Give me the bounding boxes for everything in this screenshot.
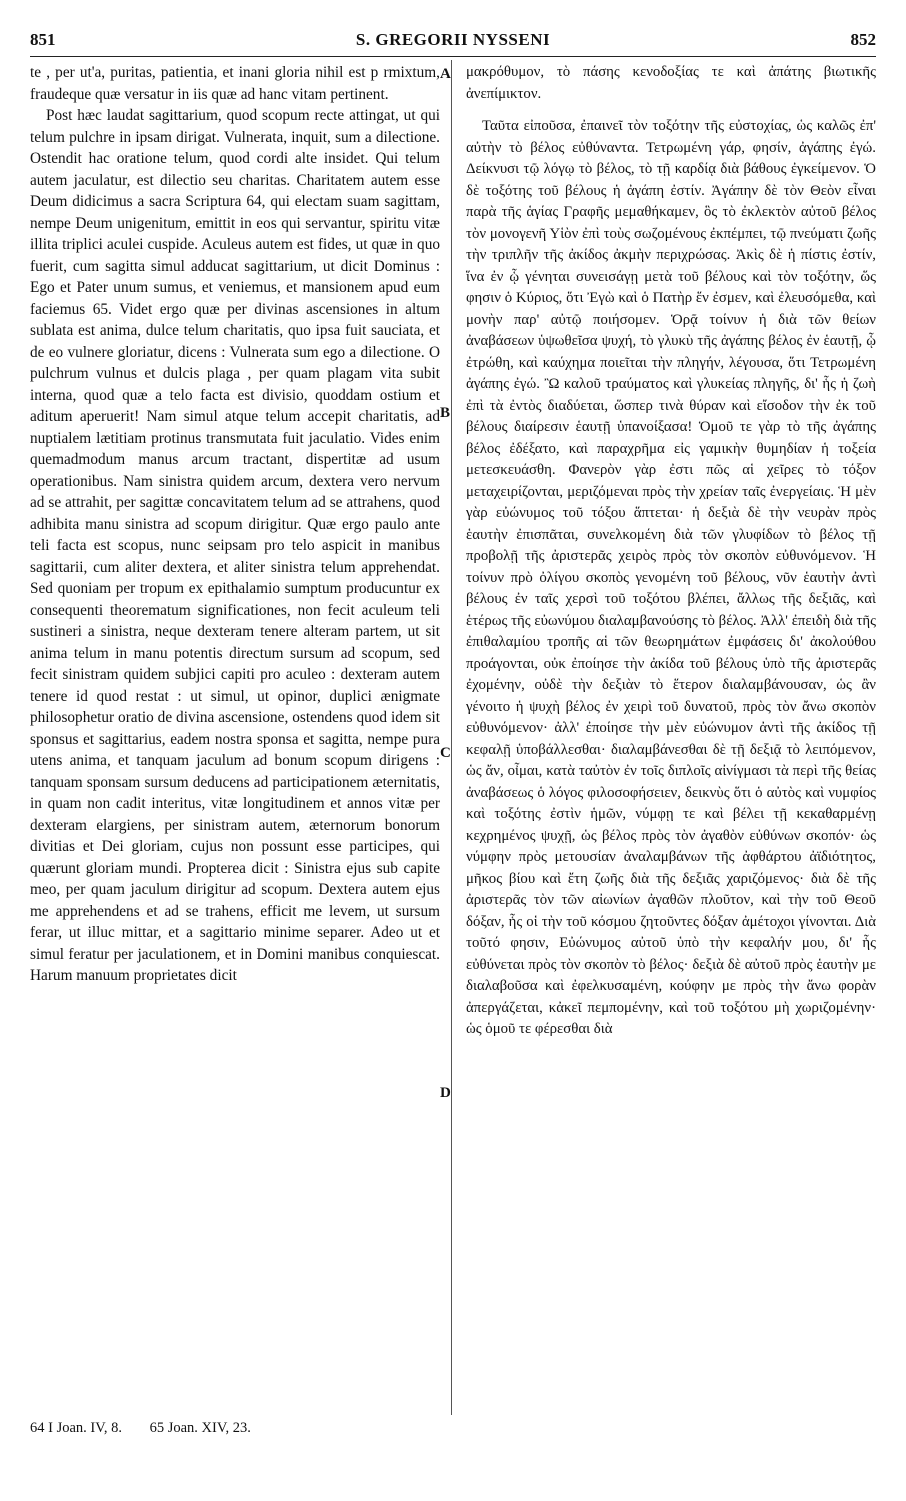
- margin-marker-b: B: [440, 405, 451, 421]
- margin-marker-c: C: [440, 745, 451, 761]
- margin-marker-d: D: [440, 1085, 451, 1101]
- latin-column: [30, 62, 440, 987]
- page-number-left: 851: [30, 30, 56, 49]
- greek-column: [466, 62, 876, 1041]
- footnote-64: 64 I Joan. IV, 8.: [30, 1420, 122, 1436]
- page-number-right: 852: [850, 30, 876, 49]
- latin-paragraph-2: Post hæc laudat sagittarium, quod scopum recte attingat, ut qui telum pulchre in ipsam dirigat. Vulnerata, inquit, sum a dilectione. Ostendit hac oratione telum, quod cordi alte insidet. Qui telum autem jaculatur, est dilectio seu charitas. Charitatem autem esse Deum didicimus a sacra Scriptura 64, qui electam suam sagittam, nempe Deum unigenitum, emittit in eos qui servantur, spiritu vitæ illita triplici aculei cuspide. Aculeus autem est fides, ut quæ in quo fuerit, cum sagitta simul adducat sagittarium, ut dicit Dominus : Ego et Pater unum sumus, et veniemus, et mansionem apud eum faciemus 65. Videt ergo quæ per divinas ascensiones in altum sublata est anima, dulce telum charitatis, quo ipsa fuit sauciata, et de eo vulnere gloriatur, dicens : Vulnerata sum ego a dilectione. O pulchrum vulnus et dulcis plaga , per quam plagam vita subit interna, quod quæ a telo facta est divisio, quoddam ostium et aditum aperuerit! Nam simul atque telum accepit charitatis, ad nuptialem lætitiam protinus transmutata fuit jaculatio. Vides enim quemadmodum manus arcum tractant, dispertitæ ad usum operationibus. Nam sinistra quidem arcum, dextera vero nervum ad se attrahit, per sagittæ concavitatem telum ad se attrahens, quod adhibita manu sinistra ad scopum dirigitur. Quæ ergo paulo ante teli facta est scopus, nunc seipsam pro telo aspicit in manibus sagittarii, cum aliter dextera, et aliter sinistra telum apprehendat. Sed quoniam per tropum ex epithalamio sumptum producuntur ex consequenti theorematum significationes, non fecit aculeum teli sustineri a sinistra, neque dexteram tenere alteram partem, ut sit anima telum in manu potentis directum sursum ad scopum, sed fecit sinistram quidem subjici capiti pro aculeo : dexteram autem tenere id quod restat : ut simul, ut opinor, duplici ænigmate philosophetur oratio de divina ascensione, ostendens quod idem sit sponsus et sagittarius, eadem nostra sponsa et sagitta, nempe pura utens anima, et tanquam jaculum ad bonum scopum dirigens : tanquam sponsam sursum deducens ad participationem æternitatis, in quam non cadit interitus, vitæ longitudinem et annos vitæ per dexteram elargiens, per sinistram autem, æternorum bonorum divitias et Dei gloriam, cujus non possunt esse participes, qui quærunt gloriam mundi. Propterea dicit : Sinistra ejus sub capite meo, per quam jaculum dirigitur ad scopum. Dextera autem ejus me apprehendens et ad se trahens, efficit me levem, ut sursum ferar, ut illuc mittar, et a sagittario minime separer. Adeo ut et simul feratur per jaculationem, et in Domini manibus conquiescat. Harum manuum proprietates dicit: [30, 107, 440, 984]
- running-title: S. GREGORII NYSSENI: [355, 30, 551, 49]
- greek-paragraph-2: Ταῦτα εἰποῦσα, ἐπαινεῖ τὸν τοξότην τῆς εὐστοχίας, ὡς καλῶς ἐπ' αὐτὴν τὸ βέλος εὐθύναντα. Τετρωμένη γάρ, φησίν, ἀγάπης ἐγώ. Δείκνυσι τῷ λόγῳ τὸ βέλος, τὸ τῇ καρδίᾳ διὰ βάθους ἐγκείμενον. Ὁ δὲ τοξότης τοῦ βέλους ἡ ἀγάπη ἐστίν. Ἀγάπην δὲ τὸν Θεὸν εἶναι παρὰ τῆς ἁγίας Γραφῆς μεμαθήκαμεν, ὃς τὸ ἐκλεκτὸν αὐτοῦ βέλος τὸν μονογενῆ Υἱὸν ἐπὶ τοὺς σωζομένους ἐκπέμπει, τῷ πνεύματι ζωῆς τὴν τριπλῆν τῆς ἀκίδος ἀκμὴν περιχρώσας. Ἀκὶς δὲ ἡ πίστις ἐστίν, ἵνα ἐν ᾧ γένηται συνεισάγῃ μετὰ τοῦ βέλους καὶ τὸν τοξότην, ὥς φησιν ὁ Κύριος, ὅτι Ἐγὼ καὶ ὁ Πατὴρ ἕν ἐσμεν, καὶ ἐλευσόμεθα, καὶ μονὴν παρ' αὐτῷ ποιήσομεν. Ὁρᾷ τοίνυν ἡ διὰ τῶν θείων ἀναβάσεων ὑψωθεῖσα ψυχή, τὸ γλυκὺ τῆς ἀγάπης βέλος ἐν ἑαυτῇ, ᾧ ἐτρώθη, καὶ καύχημα ποιεῖται τὴν πληγήν, λέγουσα, ὅτι Τετρωμένη ἀγάπης ἐγώ. Ὢ καλοῦ τραύματος καὶ γλυκείας πληγῆς, δι' ἧς ἡ ζωὴ ἐπὶ τὰ ἐντὸς διαδύεται, ὥσπερ τινὰ θύραν καὶ εἴσοδον τὴν ἐκ τοῦ βέλους διαίρεσιν ἑαυτῇ ὑπανοίξασα! Ὁμοῦ τε γὰρ τὸ τῆς ἀγάπης βέλος ἐδέξατο, καὶ παραχρῆμα εἰς γαμικὴν θυμηδίαν ἡ τοξεία μετεσκευάσθη. Φανερὸν γὰρ ἐστι πῶς αἱ χεῖρες τὸ τόξον μεταχειρίζονται, μεριζόμεναι πρὸς τὴν χρείαν ταῖς ἐνεργείαις. Ἡ μὲν γὰρ εὐώνυμος τοῦ τόξου ἅπτεται· ἡ δεξιὰ δὲ τὴν νευρὰν πρὸς ἑαυτὴν ἐπισπᾶται, συνελκομένη διὰ τῶν γλυφίδων τὸ βέλος τῇ προβολῇ τῆς ἀριστερᾶς χειρὸς πρὸς τὸν σκοπὸν εὐθυνόμενον. Ἡ τοίνυν πρὸ ὀλίγου σκοπὸς γενομένη τοῦ βέλους, νῦν ἑαυτὴν ἀντὶ βέλους ἐν ταῖς χερσὶ τοῦ τοξότου βλέπει, ἄλλως τῆς δεξιᾶς, καὶ ἑτέρως τῆς εὐωνύμου διαλαμβανούσης τὸ βέλος. Ἀλλ' ἐπειδὴ διὰ τῆς ἐπιθαλαμίου τροπῆς αἱ τῶν θεωρημάτων ἐμφάσεις δι' ἀκολούθου προάγονται, οὐκ ἐποίησε τὴν ἀκίδα τοῦ βέλους ὑπὸ τῆς ἀριστερᾶς ἐχομένην, οὐδὲ τὴν δεξιὰν τὸ ἕτερον διαλαμβάνουσαν, ὡς ἂν γένοιτο ἡ ψυχὴ βέλος ἐν χειρὶ τοῦ δυνατοῦ, πρὸς τὸν ἄνω σκοπὸν εὐθυνόμενον· ἀλλ' ἐποίησε τὴν μὲν εὐώνυμον ἀντὶ τῆς ἀκίδος τῇ κεφαλῇ ὑποβάλλεσθαι· διαλαμβάνεσθαι δὲ τῇ δεξιᾷ τὸ λειπόμενον, ὡς ἄν, οἶμαι, κατὰ ταὐτὸν ἐν τοῖς διπλοῖς αἰνίγμασι τὰ περὶ τῆς θείας ἀναβάσεως ὁ λόγος φιλοσοφήσειεν, δεικνὺς ὅτι ὁ αὐτὸς καὶ νυμφίος καὶ τοξότης ἐστὶν ἡμῶν, νύμφῃ τε καὶ βέλει τῇ κεκαθαρμένῃ κεχρημένος ψυχῇ, ὡς βέλος πρὸς τὸν ἀγαθὸν εὐθύνων σκοπόν· ὡς νύμφην πρὸς μετουσίαν ἀναλαμβάνων τῆς ἀφθάρτου ἀϊδιότητος, μῆκος βίου καὶ ἔτη ζωῆς διὰ τῆς δεξιᾶς χαριζόμενος· διὰ δὲ τῆς ἀριστερᾶς τὸν τῶν αἰωνίων ἀγαθῶν πλοῦτον, καὶ τὴν τοῦ Θεοῦ δόξαν, ἧς οἱ τὴν τοῦ κόσμου ζητοῦντες δόξαν ἀμέτοχοι γίνονται. Διὰ τοῦτό φησιν, Εὐώνυμος αὐτοῦ ὑπὸ τὴν κεφαλήν μου, δι' ἧς εὐθύνεται πρὸς τὸν σκοπὸν τὸ βέλος· δεξιὰ δὲ αὐτοῦ πρὸς ἑαυτὴν με διαλαβοῦσα καὶ ἐφελκυσαμένη, κούφην με πρὸς τὴν ἄνω φορὰν ἀπεργάζεται, κἀκεῖ πεμπομένην, καὶ τοῦ τοξότου μὴ χωριζομένην· ὡς ὁμοῦ τε φέρεσθαι διὰ: [466, 118, 876, 1037]
- margin-marker-a: A: [440, 66, 451, 82]
- footnote-65: 65 Joan. XIV, 23.: [149, 1420, 251, 1436]
- footnotes: [30, 1420, 275, 1437]
- running-header: [30, 30, 876, 56]
- latin-paragraph-1: te , per ut'a, puritas, patientia, et inani gloria nihil est p rmixtum, fraudeque quæ versatur in iis quæ ad hanc vitam pertinent.: [30, 64, 440, 103]
- header-rule: [30, 56, 876, 57]
- greek-paragraph-1: μακρόθυμον, τὸ πάσης κενοδοξίας τε καὶ ἀπάτης βιωτικῆς ἀνεπίμικτον.: [466, 64, 876, 102]
- column-divider: [451, 60, 452, 1415]
